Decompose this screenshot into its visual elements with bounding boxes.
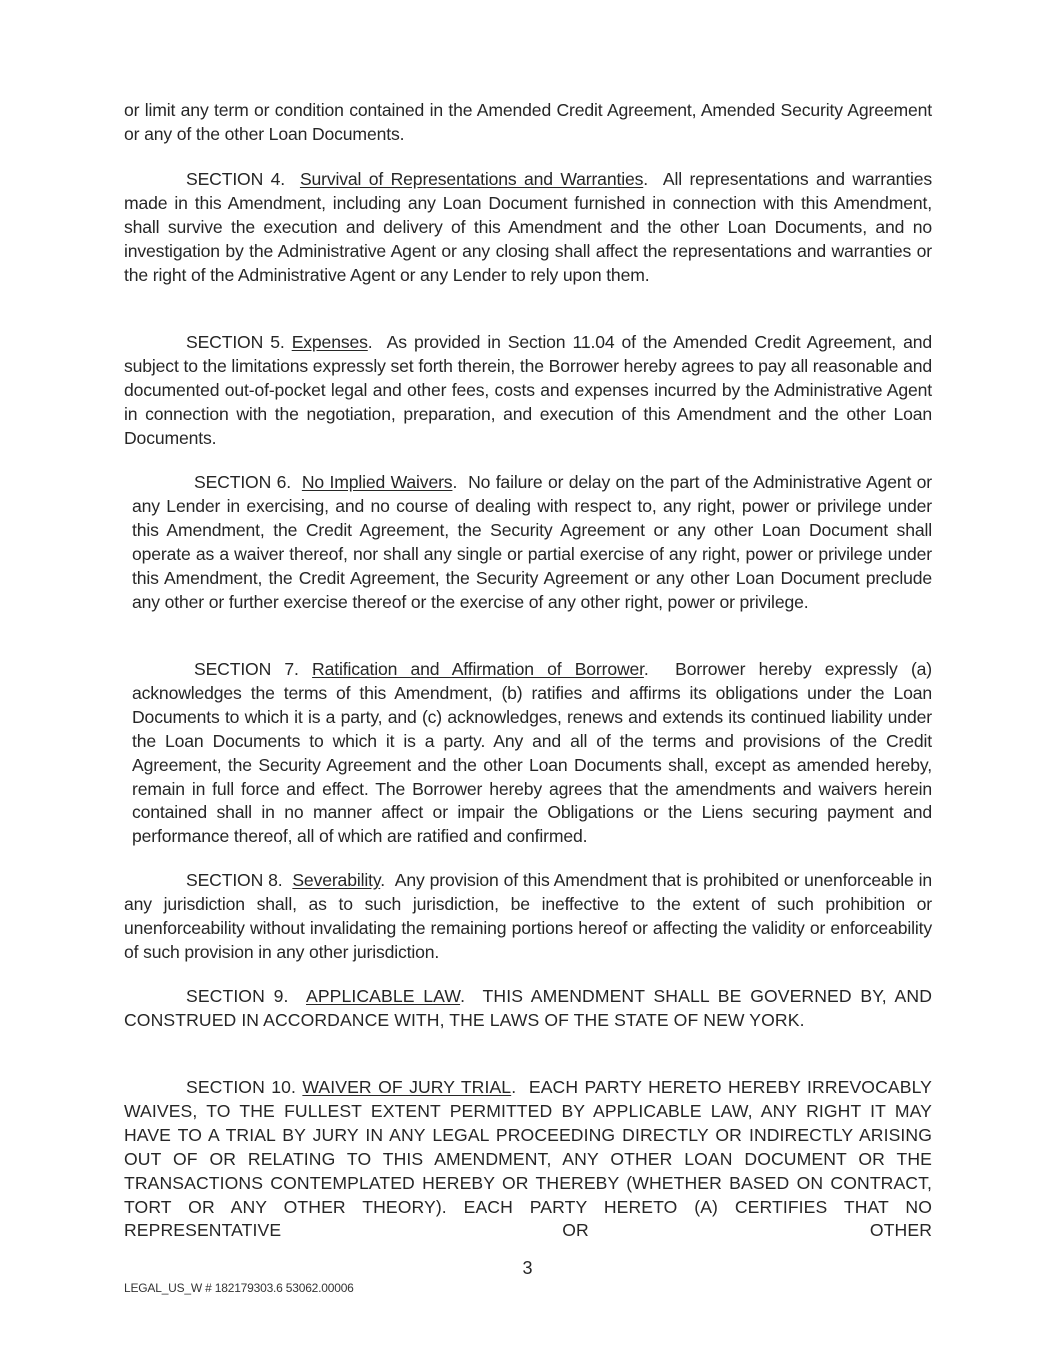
section-body: THIS AMENDMENT SHALL BE GOVERNED BY, AND CONSTRUED IN ACCORDANCE WITH, THE LAWS OF THE STATE OF NEW YORK. [124, 986, 933, 1030]
section-body: Borrower hereby expressly (a) acknowledges the terms of this Amendment, (b) ratifies and affirms its obligations under the Loan Documents to which it is a party, and (c) acknowledges, renews and extends its continued liability under the Loan Documents to which it is a party. Any and all of the terms and provisions of the Credit Agreement, the Security Agreement and the other Loan Documents shall, except as amended hereby, remain in full force and effect. The Borrower hereby agrees that the amendments and waivers herein contained shall in no manner affect or impair the Obligations or the Liens securing payment and performance thereof, all of which are ratified and confirmed. [132, 659, 933, 847]
continuation-paragraph: or limit any term or condition contained in the Amended Credit Agreement, Amended Security Agreement or any of the other Loan Documents. [124, 100, 932, 144]
section-body: Any provision of this Amendment that is prohibited or unenforceable in any jurisdiction shall, as to such jurisdiction, be ineffective to the extent of such prohibition or unenforceability without invalidating the remaining portions hereof or affecting the validity or enforceability of such provision in any other jurisdiction. [124, 870, 932, 962]
section-7-paragraph: SECTION 7. Ratification and Affirmation of Borrower. Borrower hereby expressly (a) acknowledges the terms of this Amendment, (b) ratifies and affirms its obligations under the Loan Documents to which it is a party, and (c) acknowledges, renews and extends its continued liability under the Loan Documents to which it is a party. Any and all of the terms and provisions of the Credit Agreement, the Security Agreement and the other Loan Documents shall, except as amended hereby, remain in full force and effect. The Borrower hereby agrees that the amendments and waivers herein contained shall in no manner affect or impair the Obligations or the Liens securing payment and performance thereof, all of which are ratified and confirmed. [132, 659, 933, 847]
section-body: EACH PARTY HERETO HEREBY IRREVOCABLY WAIVES, TO THE FULLEST EXTENT PERMITTED BY APPLICABLE LAW, ANY RIGHT IT MAY HAVE TO A TRIAL BY JURY IN ANY LEGAL PROCEEDING DIRECTLY OR INDIRECTLY ARISING OUT OF OR RELATING TO THIS AMENDMENT, ANY OTHER LOAN DOCUMENT OR THE TRANSACTIONS CONTEMPLATED HEREBY OR THEREBY (WHETHER BASED ON CONTRACT, TORT OR ANY OTHER THEORY). EACH PARTY HERETO (A) CERTIFIES THAT NO REPRESENTATIVE OR OTHER [124, 1077, 932, 1241]
section-number: SECTION 6. [194, 472, 291, 492]
section-number: SECTION 8. [186, 870, 283, 890]
section-heading: WAIVER OF JURY TRIAL [302, 1077, 512, 1097]
section-heading: Expenses [291, 332, 368, 352]
section-heading: Severability [292, 870, 381, 890]
section-8-paragraph: SECTION 8. Severability. Any provision of this Amendment that is prohibited or unenforceable in any jurisdiction shall, as to such jurisdiction, be ineffective to the extent of such prohibition or unenforceability without invalidating the remaining portions hereof or affecting the validity or enforceability of such provision in any other jurisdiction. [124, 870, 932, 962]
page-number: 3 [522, 1258, 533, 1278]
section-heading: No Implied Waivers [301, 472, 453, 492]
section-number: SECTION 7. [194, 659, 299, 679]
document-footer-id: LEGAL_US_W # 182179303.6 53062.00006 [124, 1281, 354, 1295]
section-body: No failure or delay on the part of the Administrative Agent or any Lender in exercising, and no course of dealing with respect to, any right, power or privilege under this Amendment, the Credit Agreement, the Security Agreement or any other Loan Document shall operate as a waiver thereof, nor shall any single or partial exercise of any right, power or privilege under this Amendment, the Credit Agreement, the Security Agreement or any other Loan Document preclude any other or further exercise thereof or the exercise of any other right, power or privilege. [132, 472, 932, 612]
section-heading: APPLICABLE LAW [305, 986, 461, 1006]
section-9-paragraph: SECTION 9. APPLICABLE LAW. THIS AMENDMENT SHALL BE GOVERNED BY, AND CONSTRUED IN ACCORDANCE WITH, THE LAWS OF THE STATE OF NEW YORK. [124, 986, 933, 1030]
section-number: SECTION 10. [186, 1077, 297, 1097]
section-heading: Survival of Representations and Warranties [299, 169, 644, 189]
section-6-paragraph: SECTION 6. No Implied Waivers. No failure or delay on the part of the Administrative Agent or any Lender in exercising, and no course of dealing with respect to, any right, power or privilege under this Amendment, the Credit Agreement, the Security Agreement or any other Loan Document shall operate as a waiver thereof, nor shall any single or partial exercise of any right, power or privilege under this Amendment, the Credit Agreement, the Security Agreement or any other Loan Document preclude any other or further exercise thereof or the exercise of any other right, power or privilege. [132, 472, 932, 612]
section-body: All representations and warranties made in this Amendment, including any Loan Document furnished in connection with this Amendment, shall survive the execution and delivery of this Amendment and the other Loan Documents, and no investigation by the Administrative Agent or any closing shall affect the representations and warranties or the right of the Administrative Agent or any Lender to rely upon them. [124, 169, 932, 285]
section-10-paragraph: SECTION 10. WAIVER OF JURY TRIAL. EACH PARTY HERETO HEREBY IRREVOCABLY WAIVES, TO THE FULLEST EXTENT PERMITTED BY APPLICABLE LAW, ANY RIGHT IT MAY HAVE TO A TRIAL BY JURY IN ANY LEGAL PROCEEDING DIRECTLY OR INDIRECTLY ARISING OUT OF OR RELATING TO THIS AMENDMENT, ANY OTHER LOAN DOCUMENT OR THE TRANSACTIONS CONTEMPLATED HEREBY OR THEREBY (WHETHER BASED ON CONTRACT, TORT OR ANY OTHER THEORY). EACH PARTY HERETO (A) CERTIFIES THAT NO REPRESENTATIVE OR OTHER [124, 1077, 932, 1241]
section-5-paragraph: SECTION 5. Expenses. As provided in Section 11.04 of the Amended Credit Agreement, and subject to the limitations expressly set forth therein, the Borrower hereby agrees to pay all reasonable and documented out-of-pocket legal and other fees, costs and expenses incurred by the Administrative Agent in connection with the negotiation, preparation, and execution of this Amendment and the other Loan Documents. [124, 332, 932, 448]
section-heading: Ratification and Affirmation of Borrower [312, 659, 644, 679]
section-body: As provided in Section 11.04 of the Amended Credit Agreement, and subject to the limitations expressly set forth therein, the Borrower hereby agrees to pay all reasonable and documented out-of-pocket legal and other fees, costs and expenses incurred by the Administrative Agent in connection with the negotiation, preparation, and execution of this Amendment and the other Loan Documents. [124, 332, 932, 448]
section-number: SECTION 4. [186, 169, 285, 189]
section-4-paragraph: SECTION 4. Survival of Representations and Warranties. All representations and warranties made in this Amendment, including any Loan Document furnished in connection with this Amendment, shall survive the execution and delivery of this Amendment and the other Loan Documents, and no investigation by the Administrative Agent or any closing shall affect the representations and warranties or the right of the Administrative Agent or any Lender to rely upon them. [124, 169, 932, 285]
section-number: SECTION 9. [186, 986, 289, 1006]
section-number: SECTION 5. [186, 332, 285, 352]
